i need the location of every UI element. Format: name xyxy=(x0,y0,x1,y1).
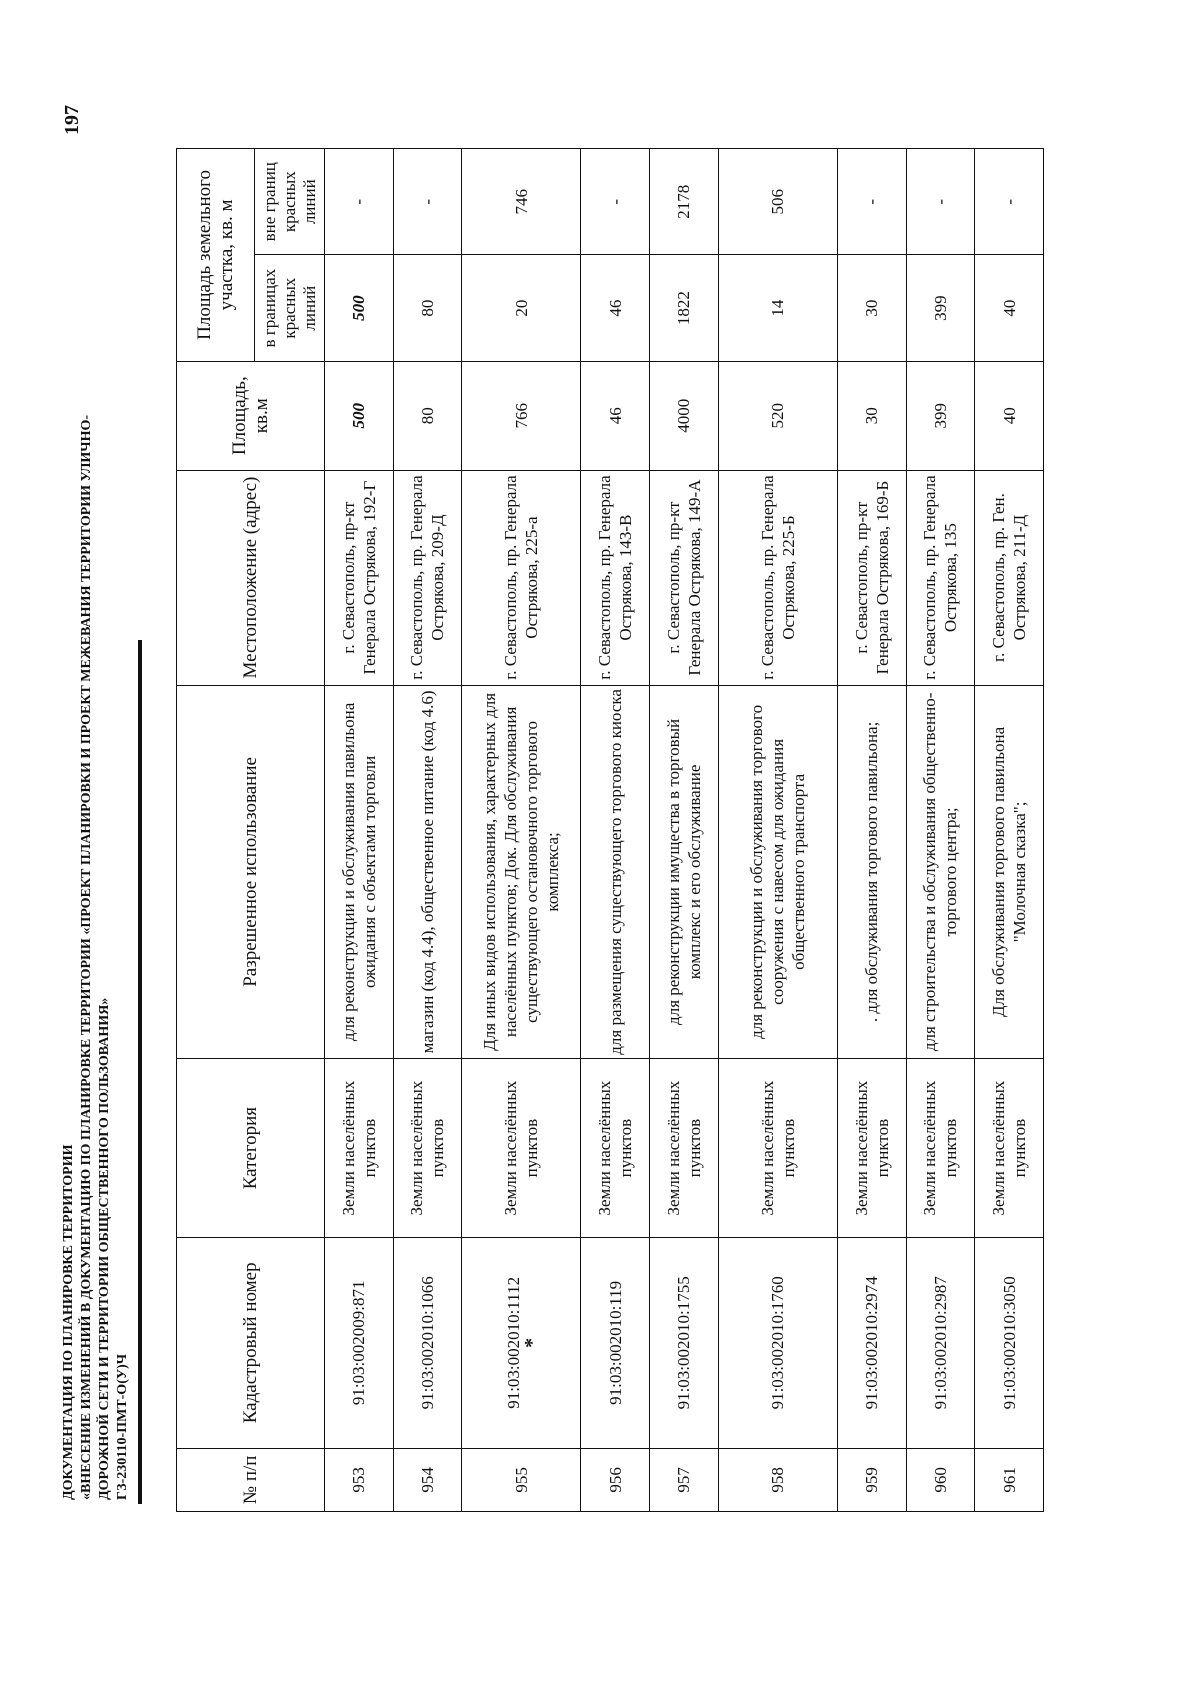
cell-outside-text: - xyxy=(605,198,625,205)
land-plots-table xyxy=(176,148,1044,1512)
col-header-inside: в границах красных линий xyxy=(255,255,325,361)
cell-area xyxy=(906,361,975,470)
cell-cadastral-text: 91:03:002010:1066 xyxy=(417,1276,437,1410)
cell-cadastral-text: 91:03:002010:1112 xyxy=(503,1276,523,1409)
cell-outside-text: - xyxy=(417,198,437,205)
table-row xyxy=(393,149,462,1512)
cell-inside-text: 30 xyxy=(862,299,882,317)
cell-area-text: 46 xyxy=(605,407,625,425)
cell-area-text: 80 xyxy=(417,407,437,425)
cell-num xyxy=(975,1448,1044,1511)
cell-category xyxy=(581,1059,650,1238)
table-row xyxy=(650,149,719,1512)
header-divider xyxy=(138,640,142,1504)
cell-num xyxy=(906,1448,975,1511)
cell-cadastral-text: 91:03:002010:119 xyxy=(605,1280,625,1405)
cell-category xyxy=(837,1059,906,1238)
cell-outside xyxy=(906,149,975,255)
cell-outside-text: 506 xyxy=(768,188,788,215)
cell-area-text: 766 xyxy=(511,402,531,429)
cell-category-text: Земли населённых пунктов xyxy=(920,1080,961,1216)
cell-usage xyxy=(975,685,1044,1059)
cell-usage-text: Для обслуживания торгового павильона "Молочная сказка"; xyxy=(989,726,1030,1017)
cell-cadastral-text: 91:03:002010:2974 xyxy=(862,1276,882,1410)
cell-usage xyxy=(837,685,906,1059)
cell-outside-text: - xyxy=(349,198,369,205)
cell-cadastral xyxy=(393,1238,462,1449)
cell-outside-text: - xyxy=(862,198,882,205)
cell-category-text: Земли населённых пунктов xyxy=(595,1080,636,1216)
cell-num xyxy=(325,1448,394,1511)
cell-inside xyxy=(325,255,394,361)
cell-outside xyxy=(650,149,719,255)
cell-num xyxy=(581,1448,650,1511)
header-line-4: ГЗ-230110-ПМТ-О(У)Ч xyxy=(115,1353,130,1500)
cell-area xyxy=(581,361,650,470)
cell-category xyxy=(462,1059,581,1238)
cell-area xyxy=(325,361,394,470)
cell-num-text: 957 xyxy=(674,1467,694,1493)
cell-num-text: 953 xyxy=(349,1467,369,1493)
cell-inside xyxy=(906,255,975,361)
cell-inside xyxy=(650,255,719,361)
cell-cadastral xyxy=(837,1238,906,1449)
header-line-3: ДОРОЖНОЙ СЕТИ И ТЕРРИТОРИИ ОБЩЕСТВЕННОГО ПОЛЬЗОВАНИЯ» xyxy=(97,997,112,1500)
cell-category xyxy=(393,1059,462,1238)
header-line-1: ДОКУМЕНТАЦИЯ ПО ПЛАНИРОВКЕ ТЕРРИТОРИИ xyxy=(61,1144,76,1500)
cell-num-text: 961 xyxy=(999,1467,1019,1493)
cell-category-text: Земли населённых пунктов xyxy=(407,1080,448,1216)
cell-cadastral-text: 91:03:002009:871 xyxy=(349,1280,369,1406)
cell-outside xyxy=(718,149,837,255)
table-row xyxy=(718,149,837,1512)
cell-area-text: 4000 xyxy=(674,398,694,433)
table-body xyxy=(325,149,1044,1512)
cell-address xyxy=(975,470,1044,685)
cell-address xyxy=(462,470,581,685)
cell-usage-text: Для иных видов использования, характерных для населённых пунктов; Док. Для обслуживания существующего остановочного торгового комплекса; xyxy=(480,692,563,1051)
cell-inside-text: 80 xyxy=(417,299,437,317)
cell-category-text: Земли населённых пунктов xyxy=(663,1080,704,1216)
cell-outside-text: - xyxy=(999,198,1019,205)
cell-address xyxy=(393,470,462,685)
cell-cadastral-text: 91:03:002010:2987 xyxy=(930,1276,950,1410)
cell-num xyxy=(837,1448,906,1511)
cell-usage-text: магазин (код 4.4), общественное питание (код 4.6) xyxy=(417,690,437,1054)
cell-cadastral xyxy=(718,1238,837,1449)
asterisk-mark: * xyxy=(520,1337,543,1348)
cell-address xyxy=(650,470,719,685)
cell-usage-text: . для обслуживания торгового павильона; xyxy=(862,721,882,1023)
cell-usage xyxy=(718,685,837,1059)
cell-category-text: Земли населённых пунктов xyxy=(851,1080,892,1216)
cell-cadastral xyxy=(325,1238,394,1449)
cell-address-text: г. Севастополь, пр. Генерала Острякова, 225-Б xyxy=(757,475,798,680)
cell-usage xyxy=(906,685,975,1059)
col-header-area: Площадь, кв.м xyxy=(177,361,325,470)
col-header-outside: вне границ красных линий xyxy=(255,149,325,255)
cell-inside-text: 14 xyxy=(768,299,788,317)
cell-usage xyxy=(325,685,394,1059)
cell-address-text: г. Севастополь, пр. Генерала Острякова, 143-В xyxy=(595,475,636,680)
cell-address xyxy=(837,470,906,685)
cell-category xyxy=(718,1059,837,1238)
cell-cadastral xyxy=(906,1238,975,1449)
col-header-category: Категория xyxy=(177,1059,325,1238)
cell-outside xyxy=(581,149,650,255)
cell-category-text: Земли населённых пунктов xyxy=(989,1080,1030,1216)
cell-num xyxy=(718,1448,837,1511)
page-number: 197 xyxy=(61,105,83,135)
cell-area-text: 399 xyxy=(930,402,950,429)
col-header-usage: Разрешенное использование xyxy=(177,685,325,1059)
cell-outside xyxy=(837,149,906,255)
col-header-area-group: Площадь земельного участка, кв. м xyxy=(177,149,255,362)
cell-category-text: Земли населённых пунктов xyxy=(501,1080,542,1216)
cell-usage xyxy=(650,685,719,1059)
table xyxy=(176,148,1044,1512)
cell-category xyxy=(650,1059,719,1238)
cell-address xyxy=(581,470,650,685)
cell-usage xyxy=(581,685,650,1059)
cell-category xyxy=(906,1059,975,1238)
cell-address-text: г. Севастополь, пр-кт Генерала Острякова, 169-Б xyxy=(851,480,892,675)
cell-category-text: Земли населённых пунктов xyxy=(757,1080,798,1216)
cell-inside xyxy=(975,255,1044,361)
cell-address xyxy=(718,470,837,685)
cell-cadastral xyxy=(650,1238,719,1449)
cell-num-text: 955 xyxy=(511,1467,531,1493)
cell-inside-text: 399 xyxy=(930,295,950,321)
cell-inside xyxy=(581,255,650,361)
cell-address-text: г. Севастополь, пр. Генерала Острякова, 135 xyxy=(920,475,961,680)
table-row xyxy=(975,149,1044,1512)
header-line-2: «ВНЕСЕНИЕ ИЗМЕНЕНИЙ В ДОКУМЕНТАЦИЮ ПО ПЛАНИРОВКЕ ТЕРРИТОРИИ «ПРОЕКТ ПЛАНИРОВКИ И ПРОЕКТ МЕЖЕВАНИЯ ТЕРРИТОРИИ УЛИЧНО- xyxy=(79,414,94,1500)
cell-area xyxy=(650,361,719,470)
cell-num xyxy=(393,1448,462,1511)
cell-inside xyxy=(462,255,581,361)
cell-num-text: 956 xyxy=(605,1467,625,1493)
cell-outside-text: - xyxy=(930,198,950,205)
cell-usage-text: для реконструкции имущества в торговый комплекс и его обслуживание xyxy=(663,718,704,1025)
cell-area-text: 30 xyxy=(862,407,882,425)
cell-num xyxy=(462,1448,581,1511)
cell-outside-text: 746 xyxy=(511,188,531,215)
cell-address-text: г. Севастополь, пр-кт Генерала Острякова, 192-Г xyxy=(338,480,379,675)
col-header-cadastral: Кадастровый номер xyxy=(177,1238,325,1449)
cell-outside-text: 2178 xyxy=(674,184,694,219)
cell-category xyxy=(975,1059,1044,1238)
cell-area xyxy=(462,361,581,470)
cell-cadastral-text: 91:03:002010:1760 xyxy=(768,1276,788,1410)
cell-outside xyxy=(462,149,581,255)
cell-area xyxy=(837,361,906,470)
cell-usage-text: для размещения существующего торгового киоска xyxy=(605,689,625,1055)
cell-inside xyxy=(837,255,906,361)
cell-num xyxy=(650,1448,719,1511)
cell-num-text: 958 xyxy=(768,1467,788,1493)
cell-usage xyxy=(393,685,462,1059)
cell-cadastral xyxy=(975,1238,1044,1449)
cell-num-text: 954 xyxy=(417,1467,437,1493)
table-row xyxy=(325,149,394,1512)
cell-cadastral xyxy=(581,1238,650,1449)
cell-area-text: 520 xyxy=(768,402,788,429)
cell-cadastral-text: 91:03:002010:3050 xyxy=(999,1276,1019,1410)
cell-address-text: г. Севастополь, пр-кт Генерала Острякова, 149-А xyxy=(663,479,704,676)
table-row xyxy=(581,149,650,1512)
cell-address-text: г. Севастополь, пр. Генерала Острякова, 209-Д xyxy=(407,475,448,680)
cell-inside-text: 46 xyxy=(605,299,625,317)
cell-category-text: Земли населённых пунктов xyxy=(338,1080,379,1216)
col-header-num: № п/п xyxy=(177,1448,325,1511)
document-header xyxy=(60,120,132,1500)
cell-outside xyxy=(325,149,394,255)
cell-address-text: г. Севастополь, пр. Генерала Острякова, 225-а xyxy=(501,475,542,680)
cell-area xyxy=(718,361,837,470)
cell-inside-text: 1822 xyxy=(674,291,694,326)
cell-address-text: г. Севастополь, пр. Ген. Острякова, 211-Д xyxy=(989,493,1030,663)
cell-address xyxy=(325,470,394,685)
cell-area xyxy=(975,361,1044,470)
cell-inside-text: 20 xyxy=(511,299,531,317)
cell-cadastral xyxy=(462,1238,581,1449)
table-row xyxy=(462,149,581,1512)
table-row xyxy=(906,149,975,1512)
cell-inside-text: 40 xyxy=(999,299,1019,317)
cell-category xyxy=(325,1059,394,1238)
cell-outside xyxy=(393,149,462,255)
cell-usage xyxy=(462,685,581,1059)
cell-num-text: 960 xyxy=(930,1467,950,1493)
cell-outside xyxy=(975,149,1044,255)
cell-inside xyxy=(393,255,462,361)
cell-inside-text: 500 xyxy=(349,295,369,321)
cell-cadastral-text: 91:03:002010:1755 xyxy=(674,1276,694,1410)
cell-area-text: 500 xyxy=(349,402,369,429)
cell-area-text: 40 xyxy=(999,407,1019,425)
cell-inside xyxy=(718,255,837,361)
table-header-row xyxy=(177,149,255,1512)
col-header-address: Местоположение (адрес) xyxy=(177,470,325,685)
table-row xyxy=(837,149,906,1512)
cell-usage-text: для строительства и обслуживания общественно-торгового центра; xyxy=(920,692,961,1052)
cell-area xyxy=(393,361,462,470)
cell-usage-text: для реконструкции и обслуживания павильона ожидания с объектами торговли xyxy=(338,702,379,1042)
cell-num-text: 959 xyxy=(862,1467,882,1493)
cell-usage-text: для реконструкции и обслуживания торгового сооружения с навесом для ожидания общественного транспорта xyxy=(747,704,809,1039)
cell-address xyxy=(906,470,975,685)
